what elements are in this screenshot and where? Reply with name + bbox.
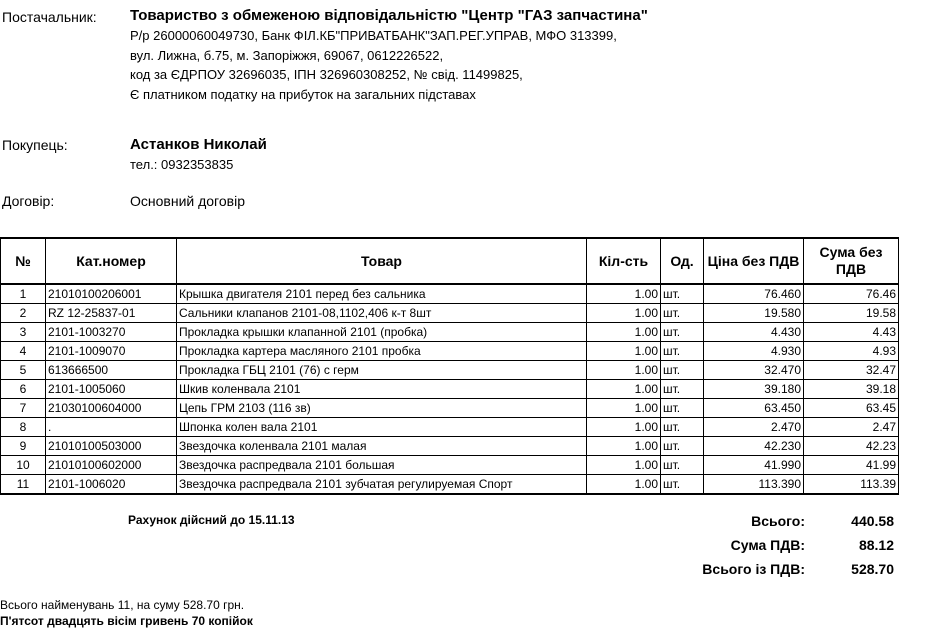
invoice-validity: Рахунок дійсний до 15.11.13 bbox=[128, 513, 295, 527]
cell-cat-number: 2101-1009070 bbox=[46, 342, 177, 361]
cell-cat-number: 21010100602000 bbox=[46, 456, 177, 475]
cell-number: 10 bbox=[1, 456, 46, 475]
cell-sum: 63.45 bbox=[804, 399, 899, 418]
cell-sum: 76.46 bbox=[804, 284, 899, 304]
cell-quantity: 1.00 bbox=[587, 304, 661, 323]
cell-price: 76.460 bbox=[704, 284, 804, 304]
cell-quantity: 1.00 bbox=[587, 342, 661, 361]
cell-number: 9 bbox=[1, 437, 46, 456]
buyer-name: Астанков Николай bbox=[130, 136, 267, 153]
cell-quantity: 1.00 bbox=[587, 284, 661, 304]
cell-sum: 39.18 bbox=[804, 380, 899, 399]
cell-unit: шт. bbox=[661, 380, 704, 399]
cell-product: Прокладка крышки клапанной 2101 (пробка) bbox=[177, 323, 587, 342]
cell-cat-number: 21030100604000 bbox=[46, 399, 177, 418]
cell-number: 3 bbox=[1, 323, 46, 342]
cell-number: 6 bbox=[1, 380, 46, 399]
cell-quantity: 1.00 bbox=[587, 323, 661, 342]
cell-sum: 32.47 bbox=[804, 361, 899, 380]
cell-price: 42.230 bbox=[704, 437, 804, 456]
cell-unit: шт. bbox=[661, 437, 704, 456]
cell-sum: 19.58 bbox=[804, 304, 899, 323]
cell-quantity: 1.00 bbox=[587, 456, 661, 475]
summary-count-line: Всього найменувань 11, на суму 528.70 грн. bbox=[0, 598, 245, 612]
vat-value: 88.12 bbox=[858, 537, 894, 553]
cell-price: 4.430 bbox=[704, 323, 804, 342]
cell-quantity: 1.00 bbox=[587, 437, 661, 456]
cell-number: 8 bbox=[1, 418, 46, 437]
cell-unit: шт. bbox=[661, 284, 704, 304]
cell-sum: 4.43 bbox=[804, 323, 899, 342]
cell-sum: 41.99 bbox=[804, 456, 899, 475]
cell-product: Шпонка колен вала 2101 bbox=[177, 418, 587, 437]
cell-quantity: 1.00 bbox=[587, 399, 661, 418]
cell-quantity: 1.00 bbox=[587, 380, 661, 399]
table-row bbox=[1, 475, 899, 495]
vat-label: Сума ПДВ: bbox=[730, 537, 805, 553]
cell-product: Прокладка картера масляного 2101 пробка bbox=[177, 342, 587, 361]
cell-cat-number: 2101-1005060 bbox=[46, 380, 177, 399]
buyer-label: Покупець: bbox=[2, 137, 68, 153]
cell-price: 19.580 bbox=[704, 304, 804, 323]
cell-unit: шт. bbox=[661, 399, 704, 418]
cell-sum: 2.47 bbox=[804, 418, 899, 437]
cell-cat-number: RZ 12-25837-01 bbox=[46, 304, 177, 323]
cell-product: Звездочка распредвала 2101 зубчатая регулируемая Спорт bbox=[177, 475, 587, 495]
cell-product: Цепь ГРМ 2103 (116 зв) bbox=[177, 399, 587, 418]
col-header-cat-number: Кат.номер bbox=[46, 238, 177, 284]
table-row bbox=[1, 284, 899, 304]
summary-words-line: П'ятсот двадцять вісім гривень 70 копійок bbox=[0, 614, 253, 628]
cell-unit: шт. bbox=[661, 475, 704, 495]
cell-number: 4 bbox=[1, 342, 46, 361]
supplier-name: Товариство з обмеженою відповідальністю "Центр "ГАЗ запчастина" bbox=[130, 7, 648, 24]
cell-price: 4.930 bbox=[704, 342, 804, 361]
col-header-number: № bbox=[1, 238, 46, 284]
cell-cat-number: 2101-1006020 bbox=[46, 475, 177, 495]
cell-number: 7 bbox=[1, 399, 46, 418]
cell-price: 2.470 bbox=[704, 418, 804, 437]
cell-cat-number: 21010100206001 bbox=[46, 284, 177, 304]
cell-unit: шт. bbox=[661, 323, 704, 342]
contract-label: Договір: bbox=[2, 193, 55, 209]
cell-sum: 42.23 bbox=[804, 437, 899, 456]
table-row bbox=[1, 304, 899, 323]
cell-unit: шт. bbox=[661, 456, 704, 475]
supplier-line-3: код за ЄДРПОУ 32696035, ІПН 326960308252, № свід. 11499825, bbox=[130, 67, 523, 82]
supplier-line-4: Є платником податку на прибуток на загальних підставах bbox=[130, 87, 476, 102]
cell-quantity: 1.00 bbox=[587, 361, 661, 380]
supplier-line-1: Р/р 26000060049730, Банк ФІЛ.КБ"ПРИВАТБАНК"ЗАП.РЕГ.УПРАВ, МФО 313399, bbox=[130, 28, 617, 43]
table-header-row bbox=[1, 238, 899, 284]
supplier-line-2: вул. Лижна, б.75, м. Запоріжжя, 69067, 0612226522, bbox=[130, 48, 444, 63]
cell-unit: шт. bbox=[661, 342, 704, 361]
col-header-price: Ціна без ПДВ bbox=[704, 238, 804, 284]
total-value: 440.58 bbox=[851, 513, 894, 529]
items-table bbox=[0, 237, 899, 495]
cell-price: 63.450 bbox=[704, 399, 804, 418]
cell-number: 2 bbox=[1, 304, 46, 323]
table-row bbox=[1, 399, 899, 418]
col-header-product: Товар bbox=[177, 238, 587, 284]
cell-price: 32.470 bbox=[704, 361, 804, 380]
cell-price: 113.390 bbox=[704, 475, 804, 495]
table-row bbox=[1, 323, 899, 342]
table-row bbox=[1, 380, 899, 399]
buyer-phone: тел.: 0932353835 bbox=[130, 157, 234, 172]
table-row bbox=[1, 418, 899, 437]
cell-cat-number: 2101-1003270 bbox=[46, 323, 177, 342]
cell-cat-number: 613666500 bbox=[46, 361, 177, 380]
cell-product: Звездочка коленвала 2101 малая bbox=[177, 437, 587, 456]
grand-total-value: 528.70 bbox=[851, 561, 894, 577]
cell-number: 1 bbox=[1, 284, 46, 304]
col-header-unit: Од. bbox=[661, 238, 704, 284]
cell-sum: 4.93 bbox=[804, 342, 899, 361]
cell-product: Крышка двигателя 2101 перед без сальника bbox=[177, 284, 587, 304]
grand-total-label: Всього із ПДВ: bbox=[702, 561, 805, 577]
cell-quantity: 1.00 bbox=[587, 475, 661, 495]
table-row bbox=[1, 456, 899, 475]
contract-value: Основний договір bbox=[130, 193, 245, 209]
cell-sum: 113.39 bbox=[804, 475, 899, 495]
cell-price: 41.990 bbox=[704, 456, 804, 475]
cell-price: 39.180 bbox=[704, 380, 804, 399]
cell-product: Прокладка ГБЦ 2101 (76) с герм bbox=[177, 361, 587, 380]
cell-quantity: 1.00 bbox=[587, 418, 661, 437]
total-label: Всього: bbox=[751, 513, 805, 529]
col-header-quantity: Кіл-сть bbox=[587, 238, 661, 284]
cell-cat-number: 21010100503000 bbox=[46, 437, 177, 456]
cell-unit: шт. bbox=[661, 418, 704, 437]
cell-cat-number: . bbox=[46, 418, 177, 437]
cell-product: Звездочка распредвала 2101 большая bbox=[177, 456, 587, 475]
supplier-label: Постачальник: bbox=[2, 9, 97, 25]
cell-unit: шт. bbox=[661, 304, 704, 323]
table-row bbox=[1, 342, 899, 361]
table-row bbox=[1, 437, 899, 456]
col-header-sum: Сума без ПДВ bbox=[804, 238, 899, 284]
cell-product: Шкив коленвала 2101 bbox=[177, 380, 587, 399]
table-row bbox=[1, 361, 899, 380]
cell-number: 11 bbox=[1, 475, 46, 495]
cell-product: Сальники клапанов 2101-08,1102,406 к-т 8шт bbox=[177, 304, 587, 323]
cell-number: 5 bbox=[1, 361, 46, 380]
cell-unit: шт. bbox=[661, 361, 704, 380]
